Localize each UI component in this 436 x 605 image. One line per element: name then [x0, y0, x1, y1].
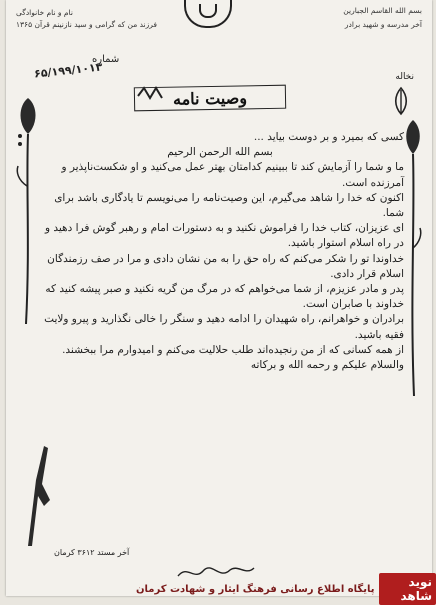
document-title: وصیت نامه	[134, 85, 286, 112]
body-paragraph: کسی که بمیرد و بر دوست بیاید ...	[253, 131, 404, 143]
number-label: شماره	[92, 54, 120, 65]
nakhla-label: نخاله	[395, 72, 414, 82]
watermark	[136, 575, 436, 603]
body-paragraph: خداوندا تو را شکر می‌کنم که راه حق را به من نشان دادی و مرا در صف رزمندگان اسلام قرار دادی.	[47, 252, 404, 280]
body-paragraph: والسلام علیکم و رحمه الله و برکاته	[250, 359, 404, 372]
body-paragraph: از همه کسانی که از من رنجیده‌اند طلب حلالیت می‌کنم و امیدوارم مرا ببخشند.	[62, 343, 404, 356]
body-paragraph: برادران و خواهرانم، راه شهیدان را ادامه دهید و سنگر را خالی نگذارید و پیرو ولایت فقیه باشید.	[44, 313, 404, 341]
will-body	[36, 130, 404, 373]
watermark-text: پایگاه اطلاع رسانی فرهنگ ایثار و شهادت کرمان	[136, 583, 375, 595]
header-line-3: فرزند من که گرامی و سید نازنینم قرآن ۱۳۶۵	[16, 20, 157, 29]
watermark-logo: نوید شاهد	[379, 573, 436, 605]
document-number: آخر مستد ۳۶۱۲ کرمان	[54, 548, 130, 557]
body-paragraph: بسم الله الرحمن الرحیم	[167, 146, 273, 159]
header-emblem-icon	[184, 0, 232, 28]
header-line-1: بسم الله القاسم الجبارين	[343, 6, 422, 15]
iran-emblem-icon	[388, 86, 414, 116]
body-paragraph: ای عزیزان، کتاب خدا را فراموش نکنید و به دستورات امام و رهبر گوش فرا دهید و در راه اسلام استوار باشید.	[44, 222, 404, 250]
rifle-icon	[22, 440, 62, 550]
serial-number: ۶۵/۱۹۹/۱۰۱۳	[33, 60, 103, 81]
body-paragraph: پدر و مادر عزیزم، از شما می‌خواهم که در مرگ من گریه نکنید و صبر پیشه کنید که خداوند با صابران است.	[45, 283, 404, 311]
body-paragraph: اکنون که خدا را شاهد می‌گیرم، این وصیت‌نامه را می‌نویسم تا یادگاری باشد برای شما.	[54, 191, 404, 220]
header-line-2: آخر مدرسه و شهید برادر	[344, 20, 422, 29]
header-name-line: نام و نام خانوادگی	[16, 8, 73, 17]
document-sheet	[6, 0, 432, 596]
body-paragraph: ما و شما را آزمایش کند تا ببینیم کدامتان بهتر عمل می‌کنید و او شکست‌ناپذیر و آمرزنده است.	[61, 161, 404, 189]
